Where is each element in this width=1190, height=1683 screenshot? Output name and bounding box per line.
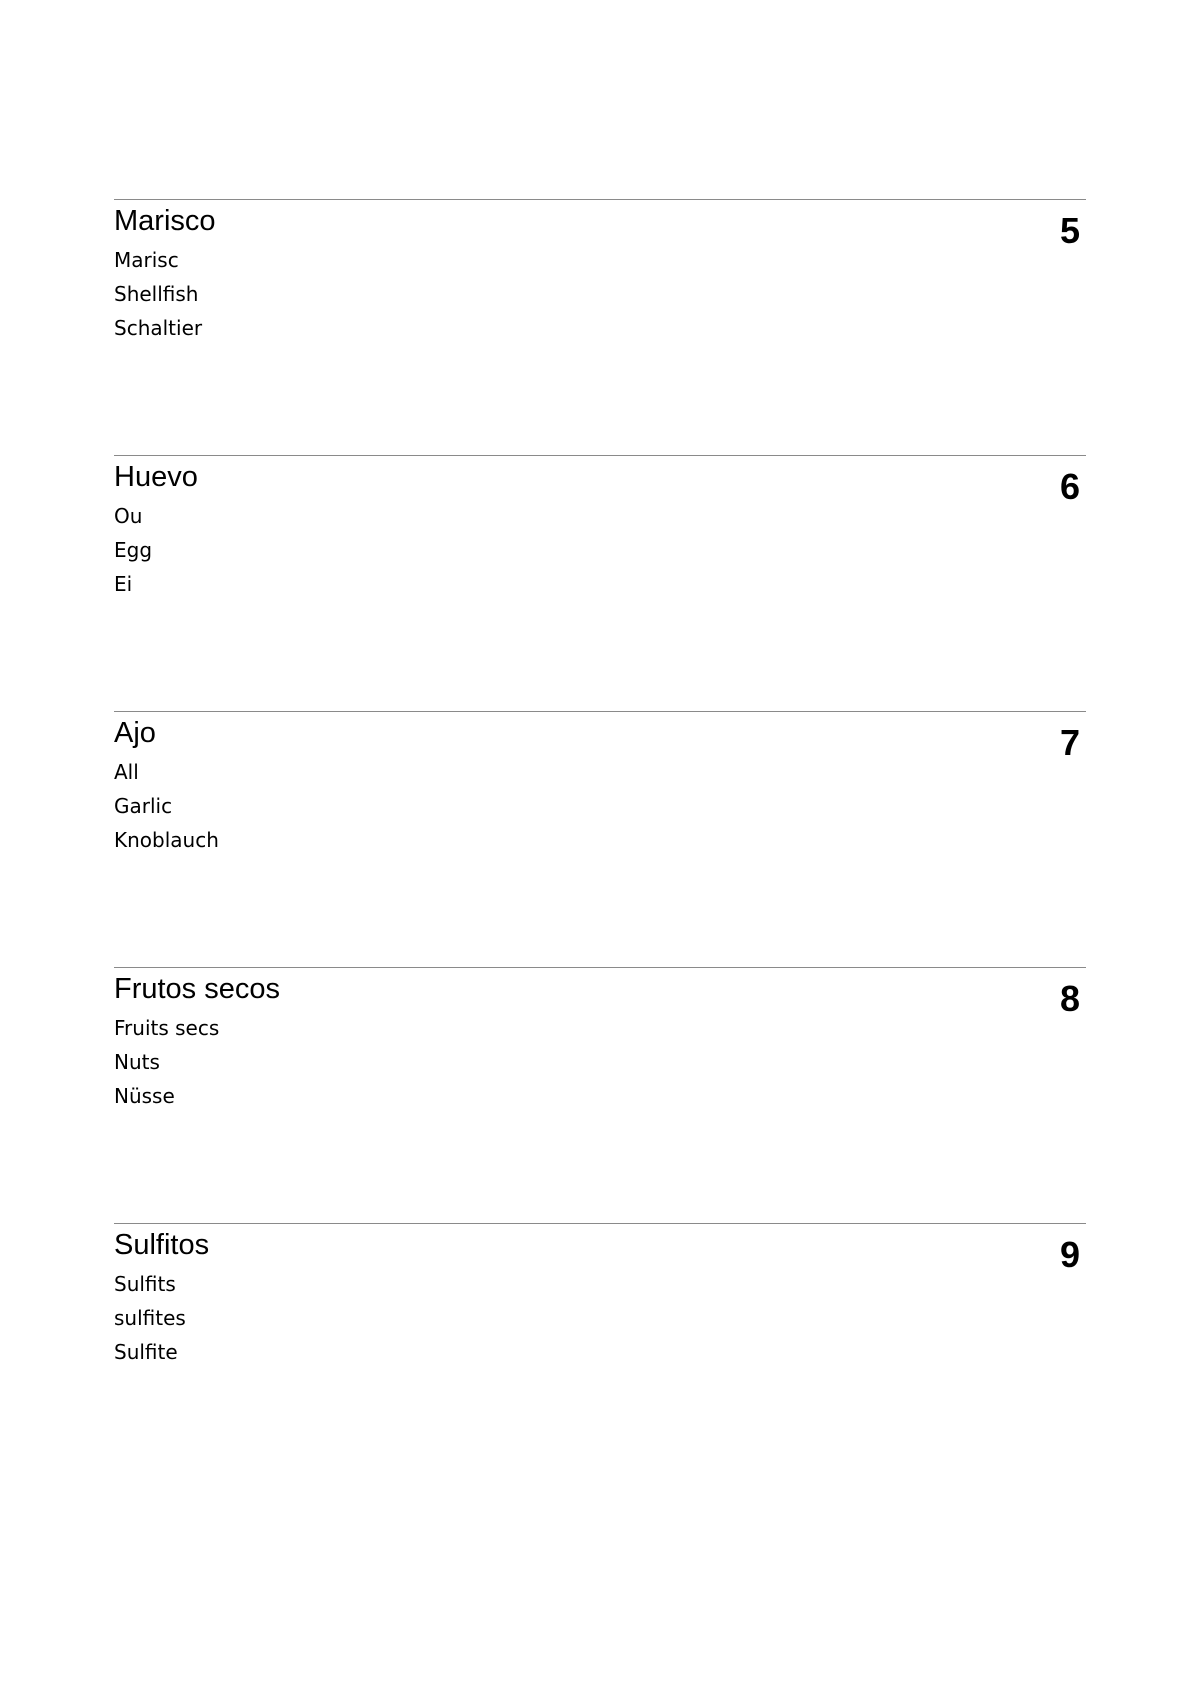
- translation-german: Nüsse: [114, 1084, 175, 1108]
- translation-german: Sulfite: [114, 1340, 178, 1364]
- translation-catalan: Ou: [114, 504, 143, 528]
- translation-catalan: Marisc: [114, 248, 179, 272]
- translation-english: Garlic: [114, 794, 173, 818]
- translation-english: sulfites: [114, 1306, 186, 1330]
- allergen-name: Ajo: [114, 717, 156, 749]
- translation-catalan: Fruits secs: [114, 1016, 220, 1040]
- translation-english: Egg: [114, 538, 153, 562]
- allergen-entry-shellfish: [114, 199, 1086, 359]
- allergen-name: Huevo: [114, 461, 198, 493]
- allergen-name: Marisco: [114, 205, 216, 237]
- translation-german: Ei: [114, 572, 133, 596]
- allergen-name: Sulfitos: [114, 1229, 210, 1261]
- translation-catalan: Sulfits: [114, 1272, 176, 1296]
- allergen-number: 5: [1059, 210, 1080, 251]
- allergen-number: 6: [1059, 466, 1080, 507]
- allergen-number: 8: [1059, 978, 1080, 1019]
- allergen-name: Frutos secos: [114, 973, 280, 1005]
- allergen-number: 7: [1059, 722, 1080, 763]
- translation-list: [114, 499, 152, 601]
- translation-list: [114, 755, 219, 857]
- translation-list: [114, 1267, 186, 1369]
- translation-catalan: All: [114, 760, 139, 784]
- allergen-entry-sulfites: [114, 1223, 1086, 1383]
- translation-english: Shellfish: [114, 282, 199, 306]
- allergen-entry-egg: [114, 455, 1086, 615]
- allergen-entry-garlic: [114, 711, 1086, 871]
- translation-list: [114, 1011, 219, 1113]
- translation-german: Knoblauch: [114, 828, 219, 852]
- translation-english: Nuts: [114, 1050, 160, 1074]
- allergen-entry-nuts: [114, 967, 1086, 1127]
- translation-german: Schaltier: [114, 316, 203, 340]
- allergen-number: 9: [1059, 1234, 1080, 1275]
- translation-list: [114, 243, 202, 345]
